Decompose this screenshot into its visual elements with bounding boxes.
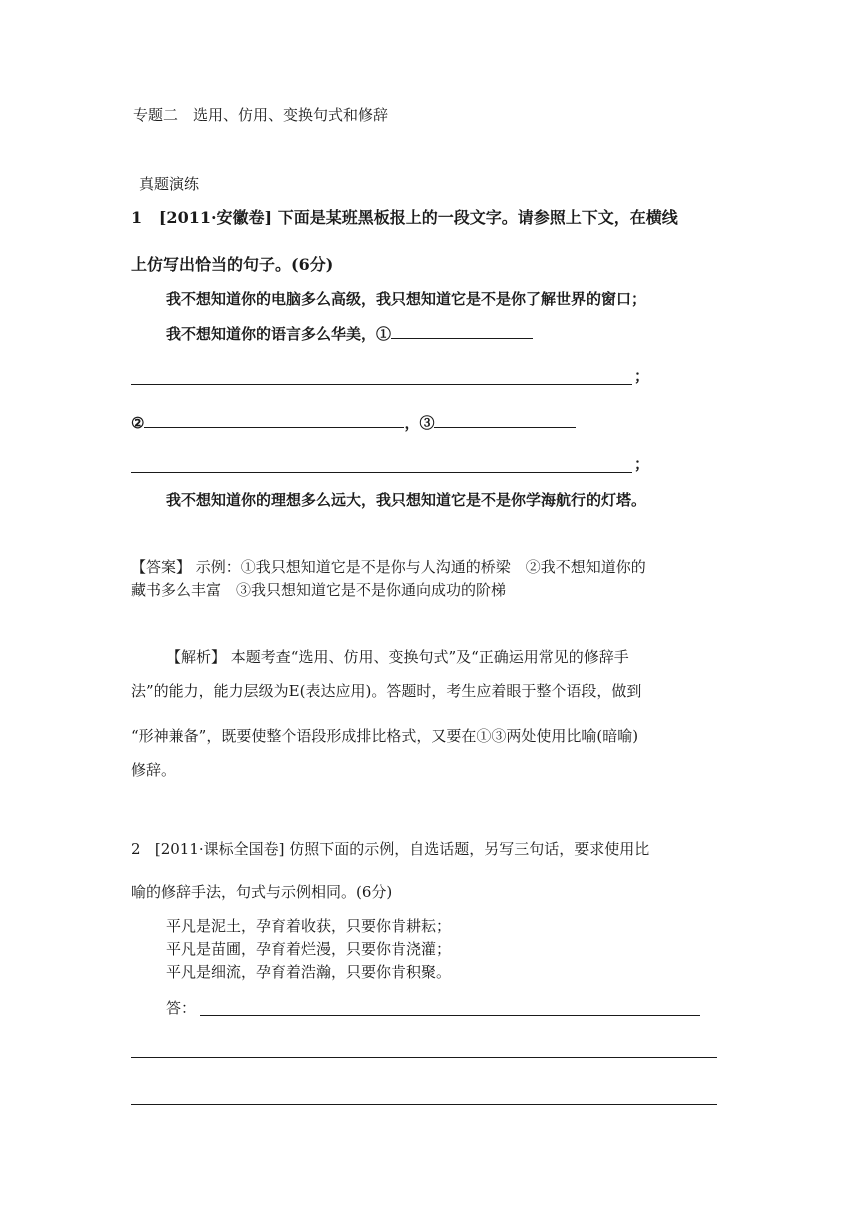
blank-3a[interactable] bbox=[434, 411, 576, 428]
q1-stem-line1 bbox=[131, 208, 678, 228]
q1-stem-text1: 下面是某班黑板报上的一段文字。请参照上下文，在横线 bbox=[277, 208, 678, 227]
analysis-line2: 法”的能力，能力层级为E(表达应用)。答题时，考生应着眼于整个语段，做到 bbox=[131, 682, 642, 700]
q2-stem-line1 bbox=[131, 839, 649, 859]
q2-source: [2011·课标全国卷] bbox=[154, 840, 285, 858]
answer-line-2[interactable] bbox=[131, 1057, 717, 1058]
marker-3: ③ bbox=[419, 414, 435, 432]
answer-prefix: 答： bbox=[166, 999, 197, 1017]
answer-line-1[interactable] bbox=[200, 1015, 700, 1016]
document-title: 专题二 选用、仿用、变换句式和修辞 bbox=[133, 106, 389, 124]
semicolon-2: ； bbox=[634, 455, 650, 473]
q1-blank-2-line bbox=[131, 411, 576, 433]
answer-line-3[interactable] bbox=[131, 1104, 717, 1105]
q1-sentence-2-text: 我不想知道你的语言多么华美，① bbox=[166, 325, 392, 343]
blank-1b[interactable] bbox=[131, 384, 632, 385]
answer-text1: 示例：①我只想知道它是不是你与人沟通的桥梁 ②我不想知道你的 bbox=[195, 558, 646, 576]
q1-sentence-2 bbox=[166, 322, 533, 344]
q1-source: [2011·安徽卷] bbox=[158, 208, 273, 227]
answer-label: 【答案】 bbox=[131, 558, 192, 576]
blank-1a[interactable] bbox=[391, 322, 533, 339]
section-label: 真题演练 bbox=[139, 175, 200, 193]
example-line-1: 平凡是泥土，孕育着收获，只要你肯耕耘； bbox=[166, 917, 452, 935]
q1-sentence-last: 我不想知道你的理想多么远大，我只想知道它是不是你学海航行的灯塔。 bbox=[166, 491, 647, 509]
marker-2: ② bbox=[131, 414, 145, 432]
example-line-2: 平凡是苗圃，孕育着烂漫，只要你肯浇灌； bbox=[166, 940, 452, 958]
q1-stem-line2: 上仿写出恰当的句子。(6分) bbox=[131, 255, 334, 274]
q1-number: 1 bbox=[131, 208, 143, 227]
analysis-line1 bbox=[166, 647, 629, 667]
analysis-line3: “形神兼备”，既要使整个语段形成排比格式，又要在①③两处使用比喻(暗喻) bbox=[131, 727, 639, 745]
blank-3b[interactable] bbox=[131, 472, 632, 473]
q2-stem-text1: 仿照下面的示例，自选话题，另写三句话，要求使用比 bbox=[289, 840, 650, 858]
semicolon-1: ； bbox=[634, 367, 650, 385]
analysis-label: 【解析】 bbox=[166, 648, 227, 666]
example-line-3: 平凡是细流，孕育着浩瀚，只要你肯积聚。 bbox=[166, 963, 452, 981]
analysis-line4: 修辞。 bbox=[131, 761, 177, 779]
comma-2: ， bbox=[404, 414, 420, 432]
answer-line1 bbox=[131, 557, 646, 577]
blank-2[interactable] bbox=[144, 411, 404, 428]
q2-stem-line2: 喻的修辞手法，句式与示例相同。(6分) bbox=[131, 883, 393, 901]
answer-line2: 藏书多么丰富 ③我只想知道它是不是你通向成功的阶梯 bbox=[131, 581, 507, 599]
q2-number: 2 bbox=[131, 840, 141, 858]
q1-sentence-1: 我不想知道你的电脑多么高级，我只想知道它是不是你了解世界的窗口； bbox=[166, 290, 647, 308]
analysis-text1: 本题考查“选用、仿用、变换句式”及“正确运用常见的修辞手 bbox=[230, 648, 629, 666]
